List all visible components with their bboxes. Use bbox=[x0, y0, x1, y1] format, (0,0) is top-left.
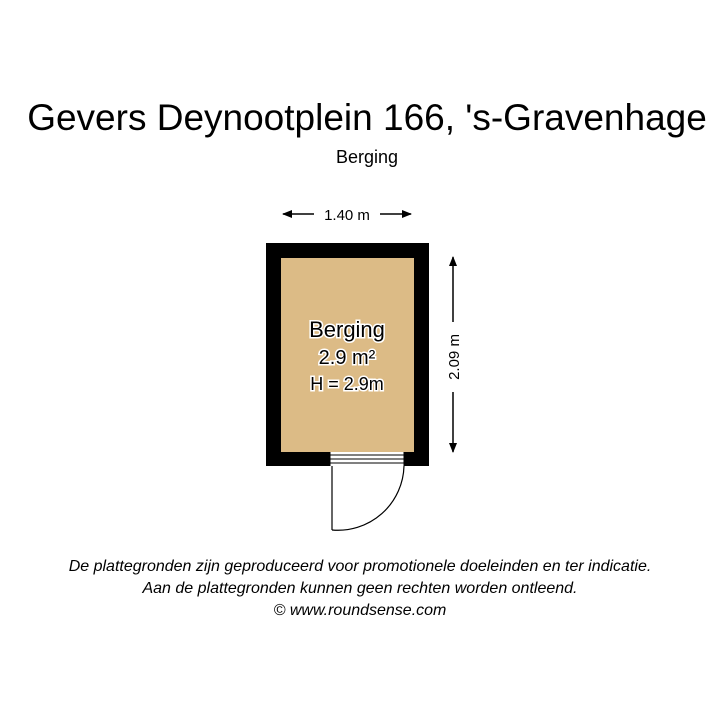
disclaimer-line-1: De plattegronden zijn geproduceerd voor promotionele doeleinden en ter indicatie. bbox=[68, 558, 652, 575]
height-label: 2.09 m bbox=[446, 334, 463, 380]
door-swing bbox=[332, 466, 404, 530]
width-label: 1.40 m bbox=[324, 207, 370, 224]
page-title: Gevers Deynootplein 166, 's-Gravenhage bbox=[27, 97, 707, 138]
height-dimension bbox=[446, 257, 463, 452]
page-subtitle: Berging bbox=[335, 147, 399, 167]
width-dimension bbox=[283, 207, 411, 224]
room-name-label: Berging bbox=[309, 317, 385, 342]
copyright-link[interactable]: © www.roundsense.com bbox=[273, 602, 447, 619]
room-height-label: H = 2.9m bbox=[310, 374, 384, 394]
door-arc bbox=[332, 466, 404, 530]
disclaimer-line-2: Aan de plattegronden kunnen geen rechten worden ontleend. bbox=[142, 580, 578, 597]
room-area-label: 2.9 m² bbox=[318, 347, 376, 369]
room-labels bbox=[309, 317, 385, 394]
